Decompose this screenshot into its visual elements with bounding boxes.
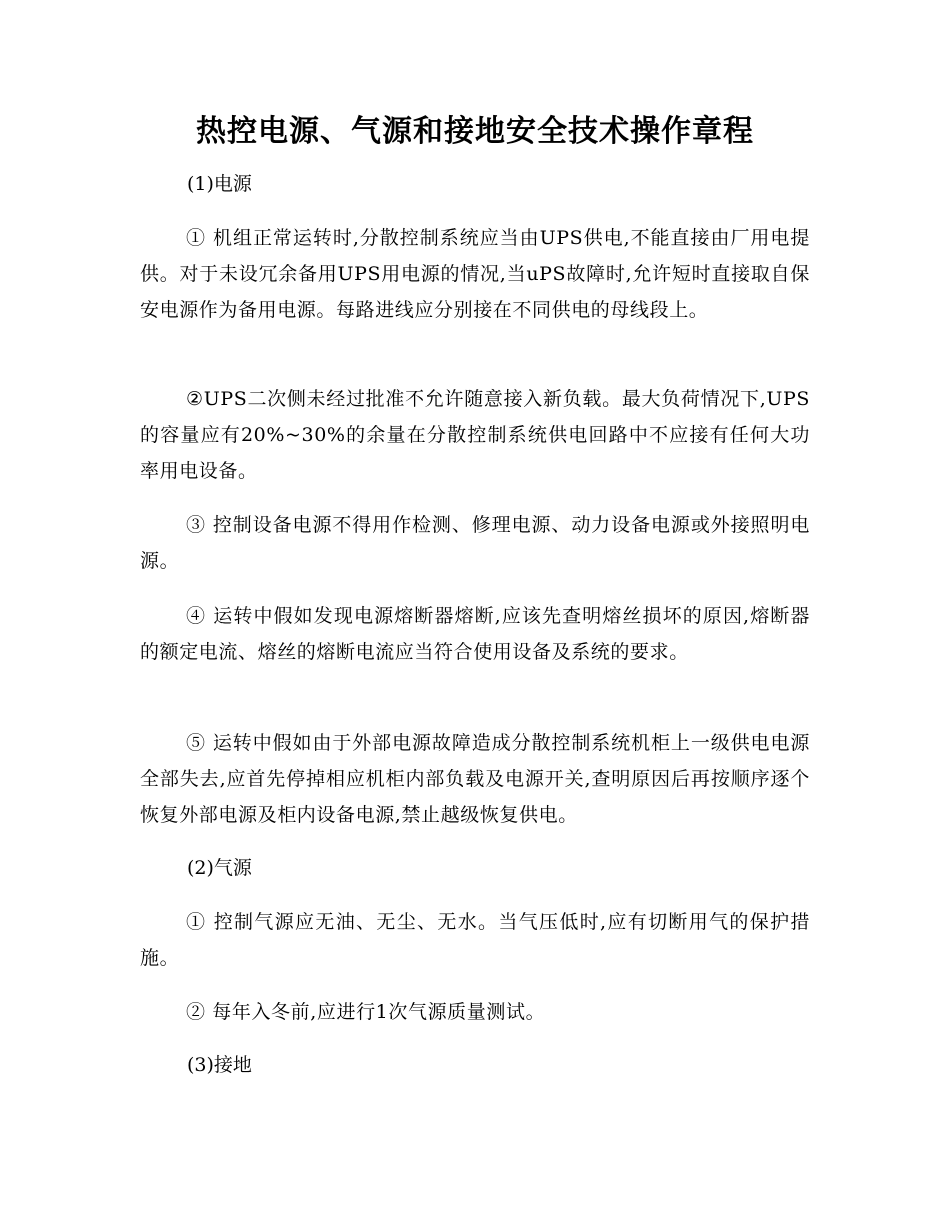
- section-heading-power: (1)电源: [187, 173, 252, 195]
- paragraph-power-2: ②UPS二次侧未经过批准不允许随意接入新负载。最大负荷情况下,UPS的容量应有20%~30%的余量在分散控制系统供电回路中不应接有任何大功率用电设备。: [140, 388, 810, 482]
- paragraph-power-5: ⑤ 运转中假如由于外部电源故障造成分散控制系统机柜上一级供电电源全部失去,应首先停掉相应机柜内部负载及电源开关,查明原因后再按顺序逐个恢复外部电源及柜内设备电源,禁止越级恢复供电。: [140, 732, 810, 826]
- section-heading-grounding: (3)接地: [187, 1054, 252, 1076]
- paragraph-air-2: ② 每年入冬前,应进行1次气源质量测试。: [186, 1001, 546, 1023]
- section-heading-air-supply: (2)气源: [187, 857, 252, 879]
- document-title: 热控电源、气源和接地安全技术操作章程: [196, 114, 754, 149]
- paragraph-power-1: ① 机组正常运转时,分散控制系统应当由UPS供电,不能直接由厂用电提供。对于未设冗余备用UPS用电源的情况,当uPS故障时,允许短时直接取自保安电源作为备用电源。每路进线应分别接在不同供电的母线段上。: [140, 227, 810, 321]
- paragraph-air-1: ① 控制气源应无油、无尘、无水。当气压低时,应有切断用气的保护措施。: [140, 911, 810, 969]
- paragraph-power-3: ③ 控制设备电源不得用作检测、修理电源、动力设备电源或外接照明电源。: [140, 514, 810, 572]
- paragraph-power-4: ④ 运转中假如发现电源熔断器熔断,应该先查明熔丝损坏的原因,熔断器的额定电流、熔丝的熔断电流应当符合使用设备及系统的要求。: [140, 605, 810, 663]
